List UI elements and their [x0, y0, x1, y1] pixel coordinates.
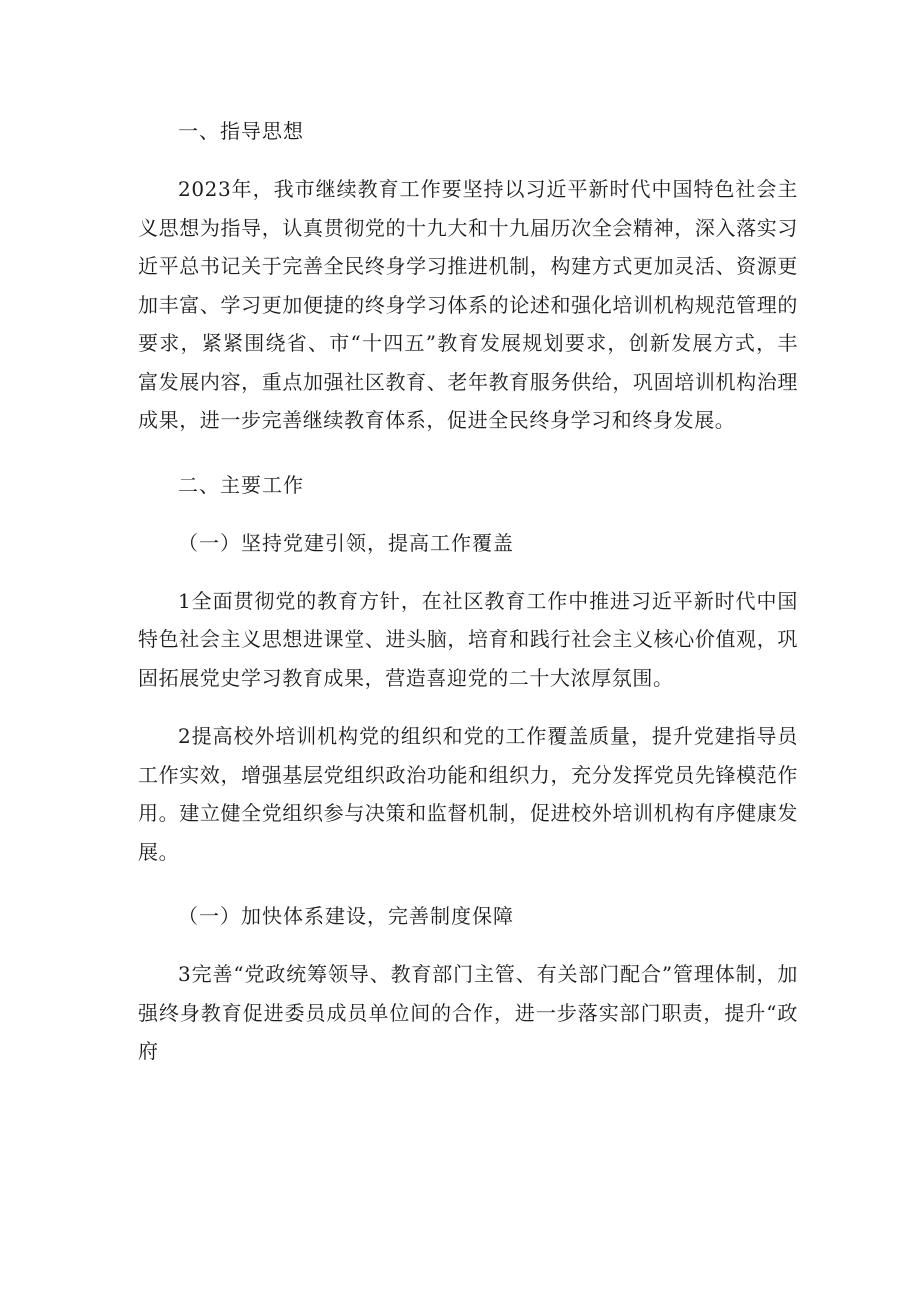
paragraph-guiding-ideology: 2023年，我市继续教育工作要坚持以习近平新时代中国特色社会主义思想为指导，认真贯彻党的十九大和十九届历次全会精神，深入落实习近平总书记关于完善全民终身学习推进机制，构建方式更加灵活、资源更加丰富、学习更加便捷的终身学习体系的论述和强化培训机构规范管理的要求，紧紧围绕省、市“十四五”教育发展规划要求，创新发展方式，丰富发展内容，重点加强社区教育、老年教育服务供给，巩固培训机构治理成果，进一步完善继续教育体系，促进全民终身学习和终身发展。 [138, 177, 798, 432]
paragraph-item-2: 2提高校外培训机构党的组织和党的工作覆盖质量，提升党建指导员工作实效，增强基层党组织政治功能和组织力，充分发挥党员先锋模范作用。建立健全党组织参与决策和监督机制，促进校外培训机构有序健康发展。 [138, 724, 798, 864]
subsection-heading-system-building: （一）加快体系建设，完善制度保障 [178, 904, 514, 928]
section-heading-main-work: 二、主要工作 [178, 472, 304, 497]
document-body [138, 112, 798, 1071]
paragraph-item-1: 1全面贯彻党的教育方针，在社区教育工作中推进习近平新时代中国特色社会主义思想进课堂、进头脑，培育和践行社会主义核心价值观，巩固拓展党史学习教育成果，营造喜迎党的二十大浓厚氛围。 [138, 588, 798, 690]
section-heading-guiding-ideology: 一、指导思想 [178, 119, 304, 143]
subsection-heading-party-building: （一）坚持党建引领，提高工作覆盖 [178, 530, 514, 555]
paragraph-item-3: 3完善“党政统筹领导、教育部门主管、有关部门配合”管理体制，加强终身教育促进委员成员单位间的合作，进一步落实部门职责，提升“政府 [138, 962, 798, 1063]
